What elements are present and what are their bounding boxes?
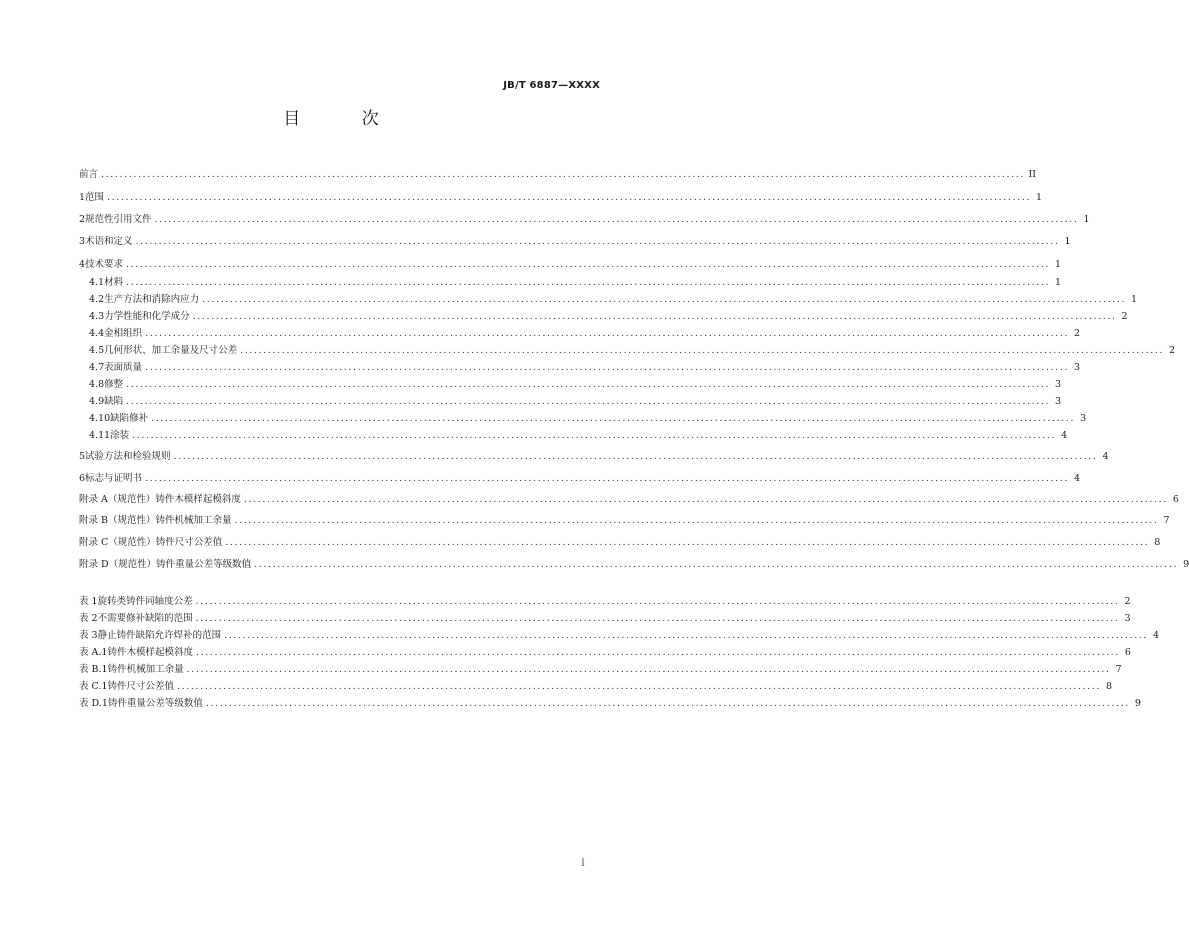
toc-entry-page: 7 bbox=[1163, 515, 1170, 526]
toc-entry[interactable] bbox=[89, 292, 1138, 308]
toc-entry-page: 8 bbox=[1154, 537, 1161, 548]
toc-entry[interactable] bbox=[79, 696, 1141, 712]
toc-entry[interactable] bbox=[89, 428, 1068, 444]
dot-leader: ........................................................................................................................................................................................................ bbox=[243, 494, 1168, 505]
toc-entry-page: 2 bbox=[1124, 596, 1131, 607]
dot-leader: ........................................................................................................................................................................................................ bbox=[186, 664, 1111, 675]
toc-entry-page: 2 bbox=[1121, 311, 1128, 322]
toc-entry-number: 4.11 bbox=[89, 430, 111, 441]
toc-entry-number: 附录 C（规范性） bbox=[79, 537, 156, 548]
toc-entry-page: 1 bbox=[1054, 259, 1062, 270]
page-number: I bbox=[581, 858, 585, 869]
toc-entry[interactable] bbox=[79, 449, 1109, 465]
toc-entry[interactable] bbox=[79, 471, 1081, 487]
toc-entry-label: 标志与证明书 bbox=[85, 473, 143, 484]
toc-entry-label: 技术要求 bbox=[85, 259, 124, 270]
toc-entry-page: 3 bbox=[1124, 613, 1131, 624]
toc-entry-number: 4.10 bbox=[89, 413, 111, 424]
toc-entry-label: 铸件重量公差等级数值 bbox=[156, 559, 252, 570]
toc-entry-number: 2 bbox=[79, 214, 86, 225]
toc-entry[interactable] bbox=[89, 377, 1062, 393]
toc-entry-number: 4.9 bbox=[89, 396, 105, 407]
toc-entry[interactable] bbox=[89, 360, 1081, 376]
toc-entry[interactable] bbox=[79, 662, 1122, 678]
toc-entry[interactable] bbox=[79, 492, 1179, 508]
toc-entry-label: 铸件机械加工余量 bbox=[107, 664, 184, 675]
toc-entry[interactable] bbox=[89, 394, 1062, 410]
toc-entry[interactable] bbox=[79, 212, 1090, 228]
toc-entry[interactable] bbox=[89, 411, 1087, 427]
toc-entry[interactable] bbox=[89, 343, 1176, 359]
toc-entry-number: 表 2 bbox=[79, 613, 98, 624]
toc-entry[interactable] bbox=[89, 275, 1062, 291]
dot-leader: ........................................................................................................................................................................................................ bbox=[234, 515, 1159, 526]
toc-entry-label: 材料 bbox=[104, 277, 124, 288]
toc-entry[interactable] bbox=[79, 594, 1131, 610]
toc-entry[interactable] bbox=[79, 557, 1189, 573]
toc-entry-label: 铸件尺寸公差值 bbox=[107, 681, 175, 692]
dot-leader: ........................................................................................................................................................................................................ bbox=[154, 214, 1079, 225]
toc-entry-number: 4 bbox=[79, 259, 86, 270]
toc-entry-page: 1 bbox=[1131, 294, 1138, 305]
toc-entry-number: 4.4 bbox=[89, 328, 105, 339]
toc-entry-page: 9 bbox=[1183, 559, 1189, 570]
toc-entry-page: 4 bbox=[1102, 451, 1109, 462]
toc-entry-number: 附录 A（规范性） bbox=[79, 494, 156, 505]
toc-entry-label: 前言 bbox=[79, 169, 99, 180]
dot-leader: ........................................................................................................................................................................................................ bbox=[126, 277, 1051, 288]
toc-entry-label: 铸件机械加工余量 bbox=[155, 515, 232, 526]
toc-entry-page: 1 bbox=[1055, 277, 1062, 288]
toc-entry[interactable] bbox=[79, 513, 1170, 529]
toc-entry-page: 6 bbox=[1124, 647, 1131, 658]
toc-entry-label: 试验方法和检验规则 bbox=[85, 451, 171, 462]
toc-entry-number: 表 A.1 bbox=[79, 647, 108, 658]
dot-leader: ........................................................................................................................................................................................................ bbox=[145, 473, 1070, 484]
toc-entry-page: 4 bbox=[1073, 473, 1081, 484]
dot-leader: ........................................................................................................................................................................................................ bbox=[240, 345, 1165, 356]
dot-leader: ........................................................................................................................................................................................................ bbox=[151, 413, 1076, 424]
toc-entry-number: 附录 B（规范性） bbox=[79, 515, 156, 526]
toc-entry-number: 3 bbox=[79, 236, 86, 247]
toc-entry-page: II bbox=[1028, 169, 1036, 180]
dot-leader: ........................................................................................................................................................................................................ bbox=[177, 681, 1101, 692]
toc-entry-label: 范围 bbox=[85, 192, 105, 203]
dot-leader: ........................................................................................................................................................................................................ bbox=[135, 236, 1060, 247]
toc-entry-number: 4.1 bbox=[89, 277, 105, 288]
dot-leader: ........................................................................................................................................................................................................ bbox=[107, 192, 1032, 203]
toc-entry-label: 缺陷修补 bbox=[110, 413, 149, 424]
toc-entry-page: 1 bbox=[1035, 192, 1043, 203]
toc-entry-label: 缺陷 bbox=[104, 396, 124, 407]
dot-leader: ........................................................................................................................................................................................................ bbox=[145, 328, 1070, 339]
toc-entry-page: 2 bbox=[1074, 328, 1081, 339]
toc-entry-label: 铸件尺寸公差值 bbox=[155, 537, 223, 548]
toc-entry[interactable] bbox=[89, 326, 1081, 342]
toc-entry-number: 1 bbox=[79, 192, 86, 203]
toc-entry[interactable] bbox=[79, 234, 1071, 250]
dot-leader: ........................................................................................................................................................................................................ bbox=[224, 630, 1149, 641]
toc-entry-page: 3 bbox=[1080, 413, 1087, 424]
toc-entry[interactable] bbox=[79, 645, 1131, 661]
dot-leader: ........................................................................................................................................................................................................ bbox=[195, 647, 1120, 658]
toc-entry-label: 几何形状、加工余量及尺寸公差 bbox=[104, 345, 238, 356]
toc-entry-number: 4.7 bbox=[89, 362, 105, 373]
toc-entry-number: 表 3 bbox=[79, 630, 98, 641]
toc-entry-label: 铸件重量公差等级数值 bbox=[107, 698, 203, 709]
dot-leader: ........................................................................................................................................................................................................ bbox=[126, 396, 1051, 407]
toc-entry-page: 3 bbox=[1055, 379, 1062, 390]
dot-leader: ........................................................................................................................................................................................................ bbox=[173, 451, 1098, 462]
toc-entry-page: 3 bbox=[1074, 362, 1081, 373]
toc-entry-label: 铸件木模样起模斜度 bbox=[107, 647, 193, 658]
dot-leader: ........................................................................................................................................................................................................ bbox=[126, 379, 1051, 390]
toc-entry-label: 力学性能和化学成分 bbox=[104, 311, 190, 322]
toc-entry-number: 4.8 bbox=[89, 379, 105, 390]
toc-entry-number: 表 C.1 bbox=[79, 681, 108, 692]
toc-entry-page: 8 bbox=[1105, 681, 1112, 692]
dot-leader: ........................................................................................................................................................................................................ bbox=[205, 698, 1130, 709]
toc-entry[interactable] bbox=[79, 535, 1161, 551]
dot-leader: ........................................................................................................................................................................................................ bbox=[195, 596, 1120, 607]
toc-entry[interactable] bbox=[79, 611, 1131, 627]
toc-entry-label: 不需要修补缺陷的范围 bbox=[97, 613, 193, 624]
toc-entry-number: 4.5 bbox=[89, 345, 105, 356]
dot-leader: ........................................................................................................................................................................................................ bbox=[101, 169, 1025, 180]
toc-entry-page: 4 bbox=[1061, 430, 1068, 441]
toc-entry[interactable] bbox=[89, 309, 1128, 325]
toc-entry-number: 附录 D（规范性） bbox=[79, 559, 157, 570]
toc-entry-label: 静止铸件缺陷允许焊补的范围 bbox=[97, 630, 222, 641]
toc-entry-page: 4 bbox=[1153, 630, 1160, 641]
toc-entry-number: 6 bbox=[79, 473, 86, 484]
toc-entry-label: 术语和定义 bbox=[85, 236, 133, 247]
dot-leader: ........................................................................................................................................................................................................ bbox=[195, 613, 1120, 624]
toc-entry[interactable] bbox=[79, 679, 1112, 695]
toc-entry-number: 5 bbox=[79, 451, 86, 462]
toc-entry[interactable] bbox=[79, 190, 1043, 206]
dot-leader: ........................................................................................................................................................................................................ bbox=[202, 294, 1127, 305]
dot-leader: ........................................................................................................................................................................................................ bbox=[132, 430, 1057, 441]
toc-entry-number: 4.3 bbox=[89, 311, 105, 322]
toc-entry[interactable] bbox=[79, 167, 1036, 183]
toc-entry-label: 表面质量 bbox=[104, 362, 143, 373]
toc-entry-label: 金相组织 bbox=[104, 328, 143, 339]
toc-entry-number: 表 B.1 bbox=[79, 664, 108, 675]
toc-entry-label: 铸件木模样起模斜度 bbox=[155, 494, 241, 505]
dot-leader: ........................................................................................................................................................................................................ bbox=[225, 537, 1150, 548]
toc-entry-label: 涂装 bbox=[110, 430, 130, 441]
toc-entry[interactable] bbox=[79, 257, 1062, 273]
toc-entry-label: 修整 bbox=[104, 379, 124, 390]
toc-entry-label: 规范性引用文件 bbox=[85, 214, 152, 225]
dot-leader: ........................................................................................................................................................................................................ bbox=[254, 559, 1179, 570]
toc-entry[interactable] bbox=[79, 628, 1160, 644]
page-title: 目 次 bbox=[283, 109, 407, 129]
toc-entry-number: 表 1 bbox=[79, 596, 98, 607]
toc-entry-page: 1 bbox=[1064, 236, 1071, 247]
dot-leader: ........................................................................................................................................................................................................ bbox=[192, 311, 1117, 322]
toc-entry-page: 2 bbox=[1169, 345, 1176, 356]
toc-entry-label: 生产方法和消除内应力 bbox=[104, 294, 200, 305]
standard-code: JB/T 6887—XXXX bbox=[503, 80, 600, 91]
toc-entry-page: 6 bbox=[1172, 494, 1179, 505]
toc-entry-page: 3 bbox=[1055, 396, 1062, 407]
dot-leader: ........................................................................................................................................................................................................ bbox=[145, 362, 1070, 373]
toc-entry-page: 1 bbox=[1083, 214, 1090, 225]
toc-entry-page: 7 bbox=[1115, 664, 1122, 675]
toc-entry-label: 旋转类铸件同轴度公差 bbox=[97, 596, 193, 607]
toc-entry-number: 表 D.1 bbox=[79, 698, 108, 709]
toc-entry-page: 9 bbox=[1134, 698, 1141, 709]
dot-leader: ........................................................................................................................................................................................................ bbox=[126, 259, 1051, 270]
toc-entry-number: 4.2 bbox=[89, 294, 105, 305]
